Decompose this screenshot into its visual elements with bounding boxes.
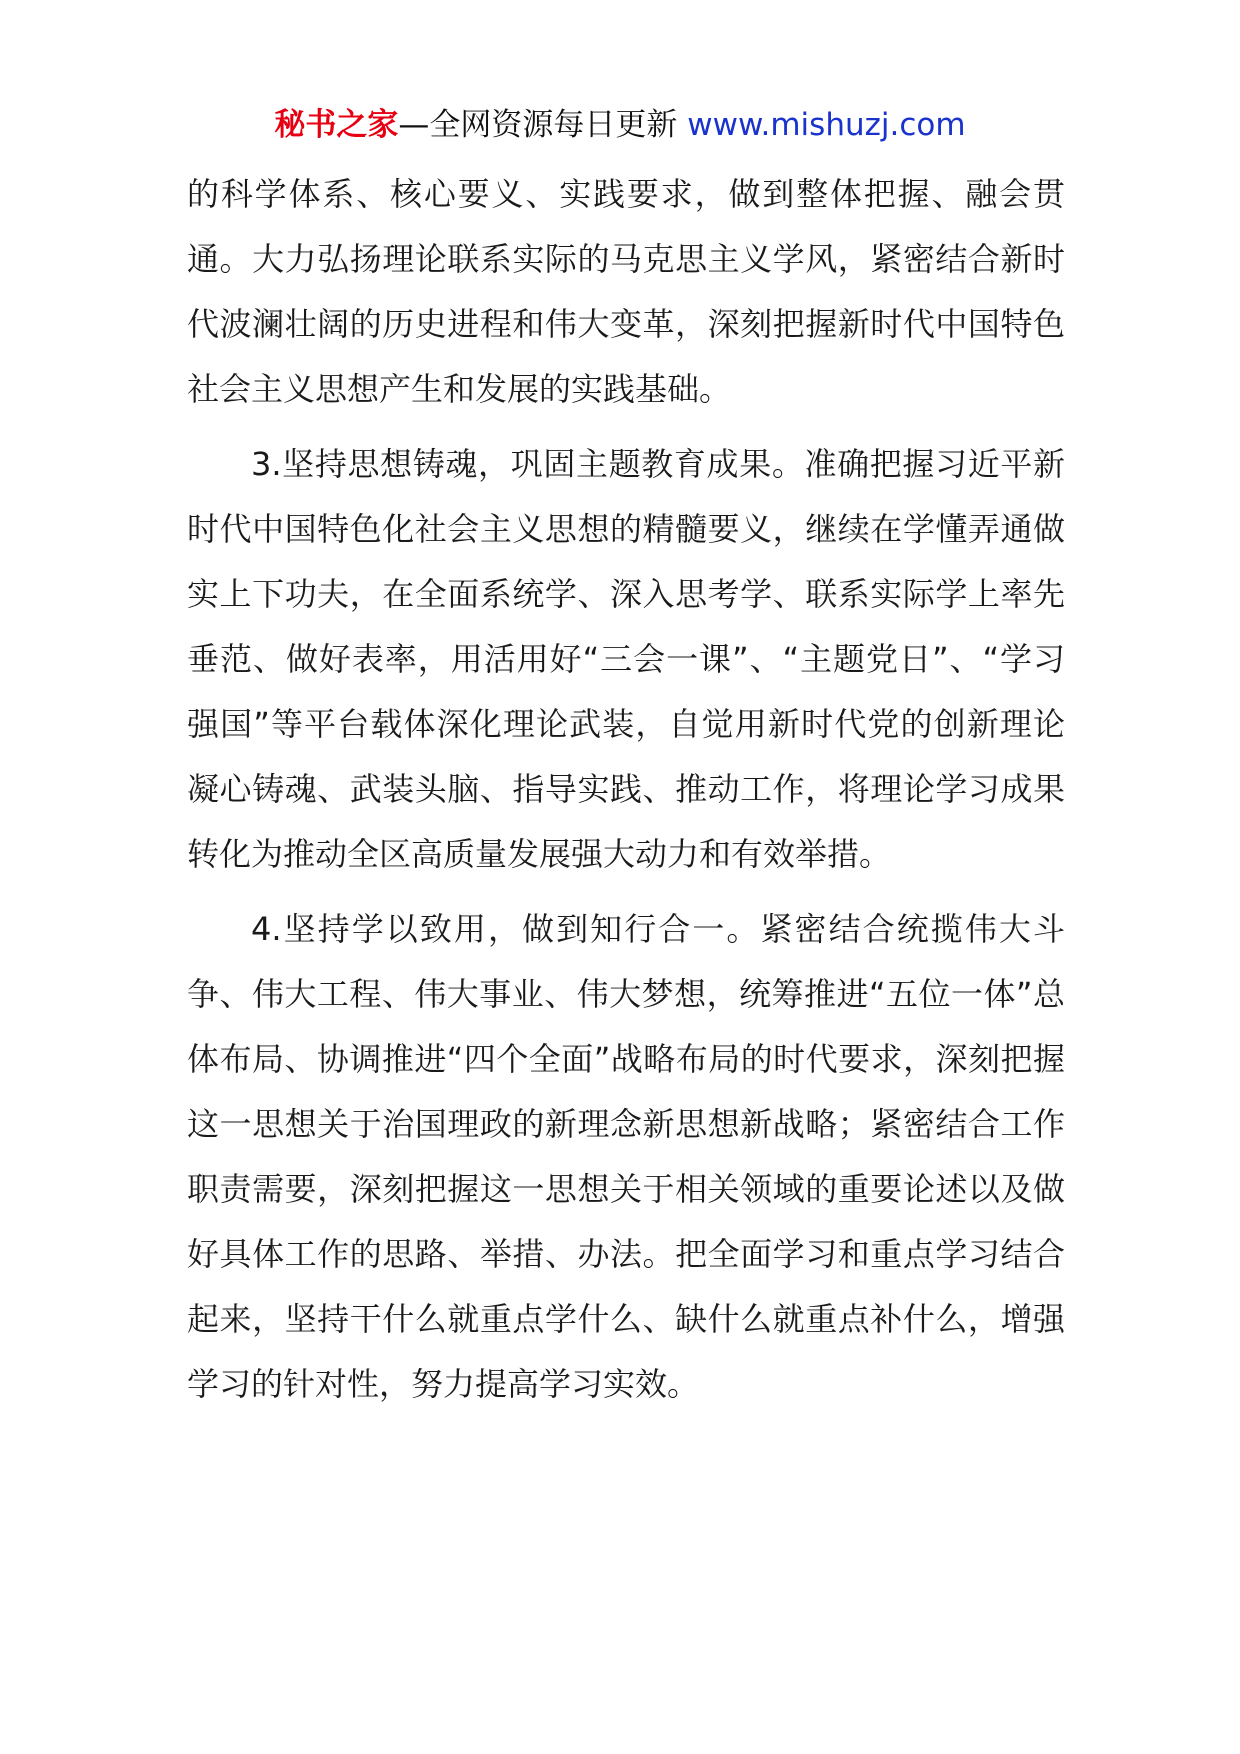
- site-tagline: —全网资源每日更新: [398, 107, 688, 143]
- paragraph-item-3: 3.坚持思想铸魂，巩固主题教育成果。准确把握习近平新时代中国特色化社会主义思想的精髓要义，继续在学懂弄通做实上下功夫，在全面系统学、深入思考学、联系实际学上率先垂范、做好表率，用活用好“三会一课”、“主题党日”、“学习强国”等平台载体深化理论武装，自觉用新时代党的创新理论凝心铸魂、武装头脑、指导实践、推动工作，将理论学习成果转化为推动全区高质量发展强大动力和有效举措。: [187, 445, 1065, 873]
- site-url-link[interactable]: www.mishuzj.com: [687, 107, 966, 143]
- page-header: [0, 104, 1240, 146]
- paragraph-continued: 的科学体系、核心要义、实践要求，做到整体把握、融会贯通。大力弘扬理论联系实际的马克思主义学风，紧密结合新时代波澜壮阔的历史进程和伟大变革，深刻把握新时代中国特色社会主义思想产生和发展的实践基础。: [187, 175, 1065, 408]
- document-body: [187, 162, 1065, 1417]
- site-brand: 秘书之家: [274, 107, 399, 143]
- paragraph-item-4: 4.坚持学以致用，做到知行合一。紧密结合统揽伟大斗争、伟大工程、伟大事业、伟大梦想，统筹推进“五位一体”总体布局、协调推进“四个全面”战略布局的时代要求，深刻把握这一思想关于治国理政的新理念新思想新战略；紧密结合工作职责需要，深刻把握这一思想关于相关领域的重要论述以及做好具体工作的思路、举措、办法。把全面学习和重点学习结合起来，坚持干什么就重点学什么、缺什么就重点补什么，增强学习的针对性，努力提高学习实效。: [187, 910, 1065, 1403]
